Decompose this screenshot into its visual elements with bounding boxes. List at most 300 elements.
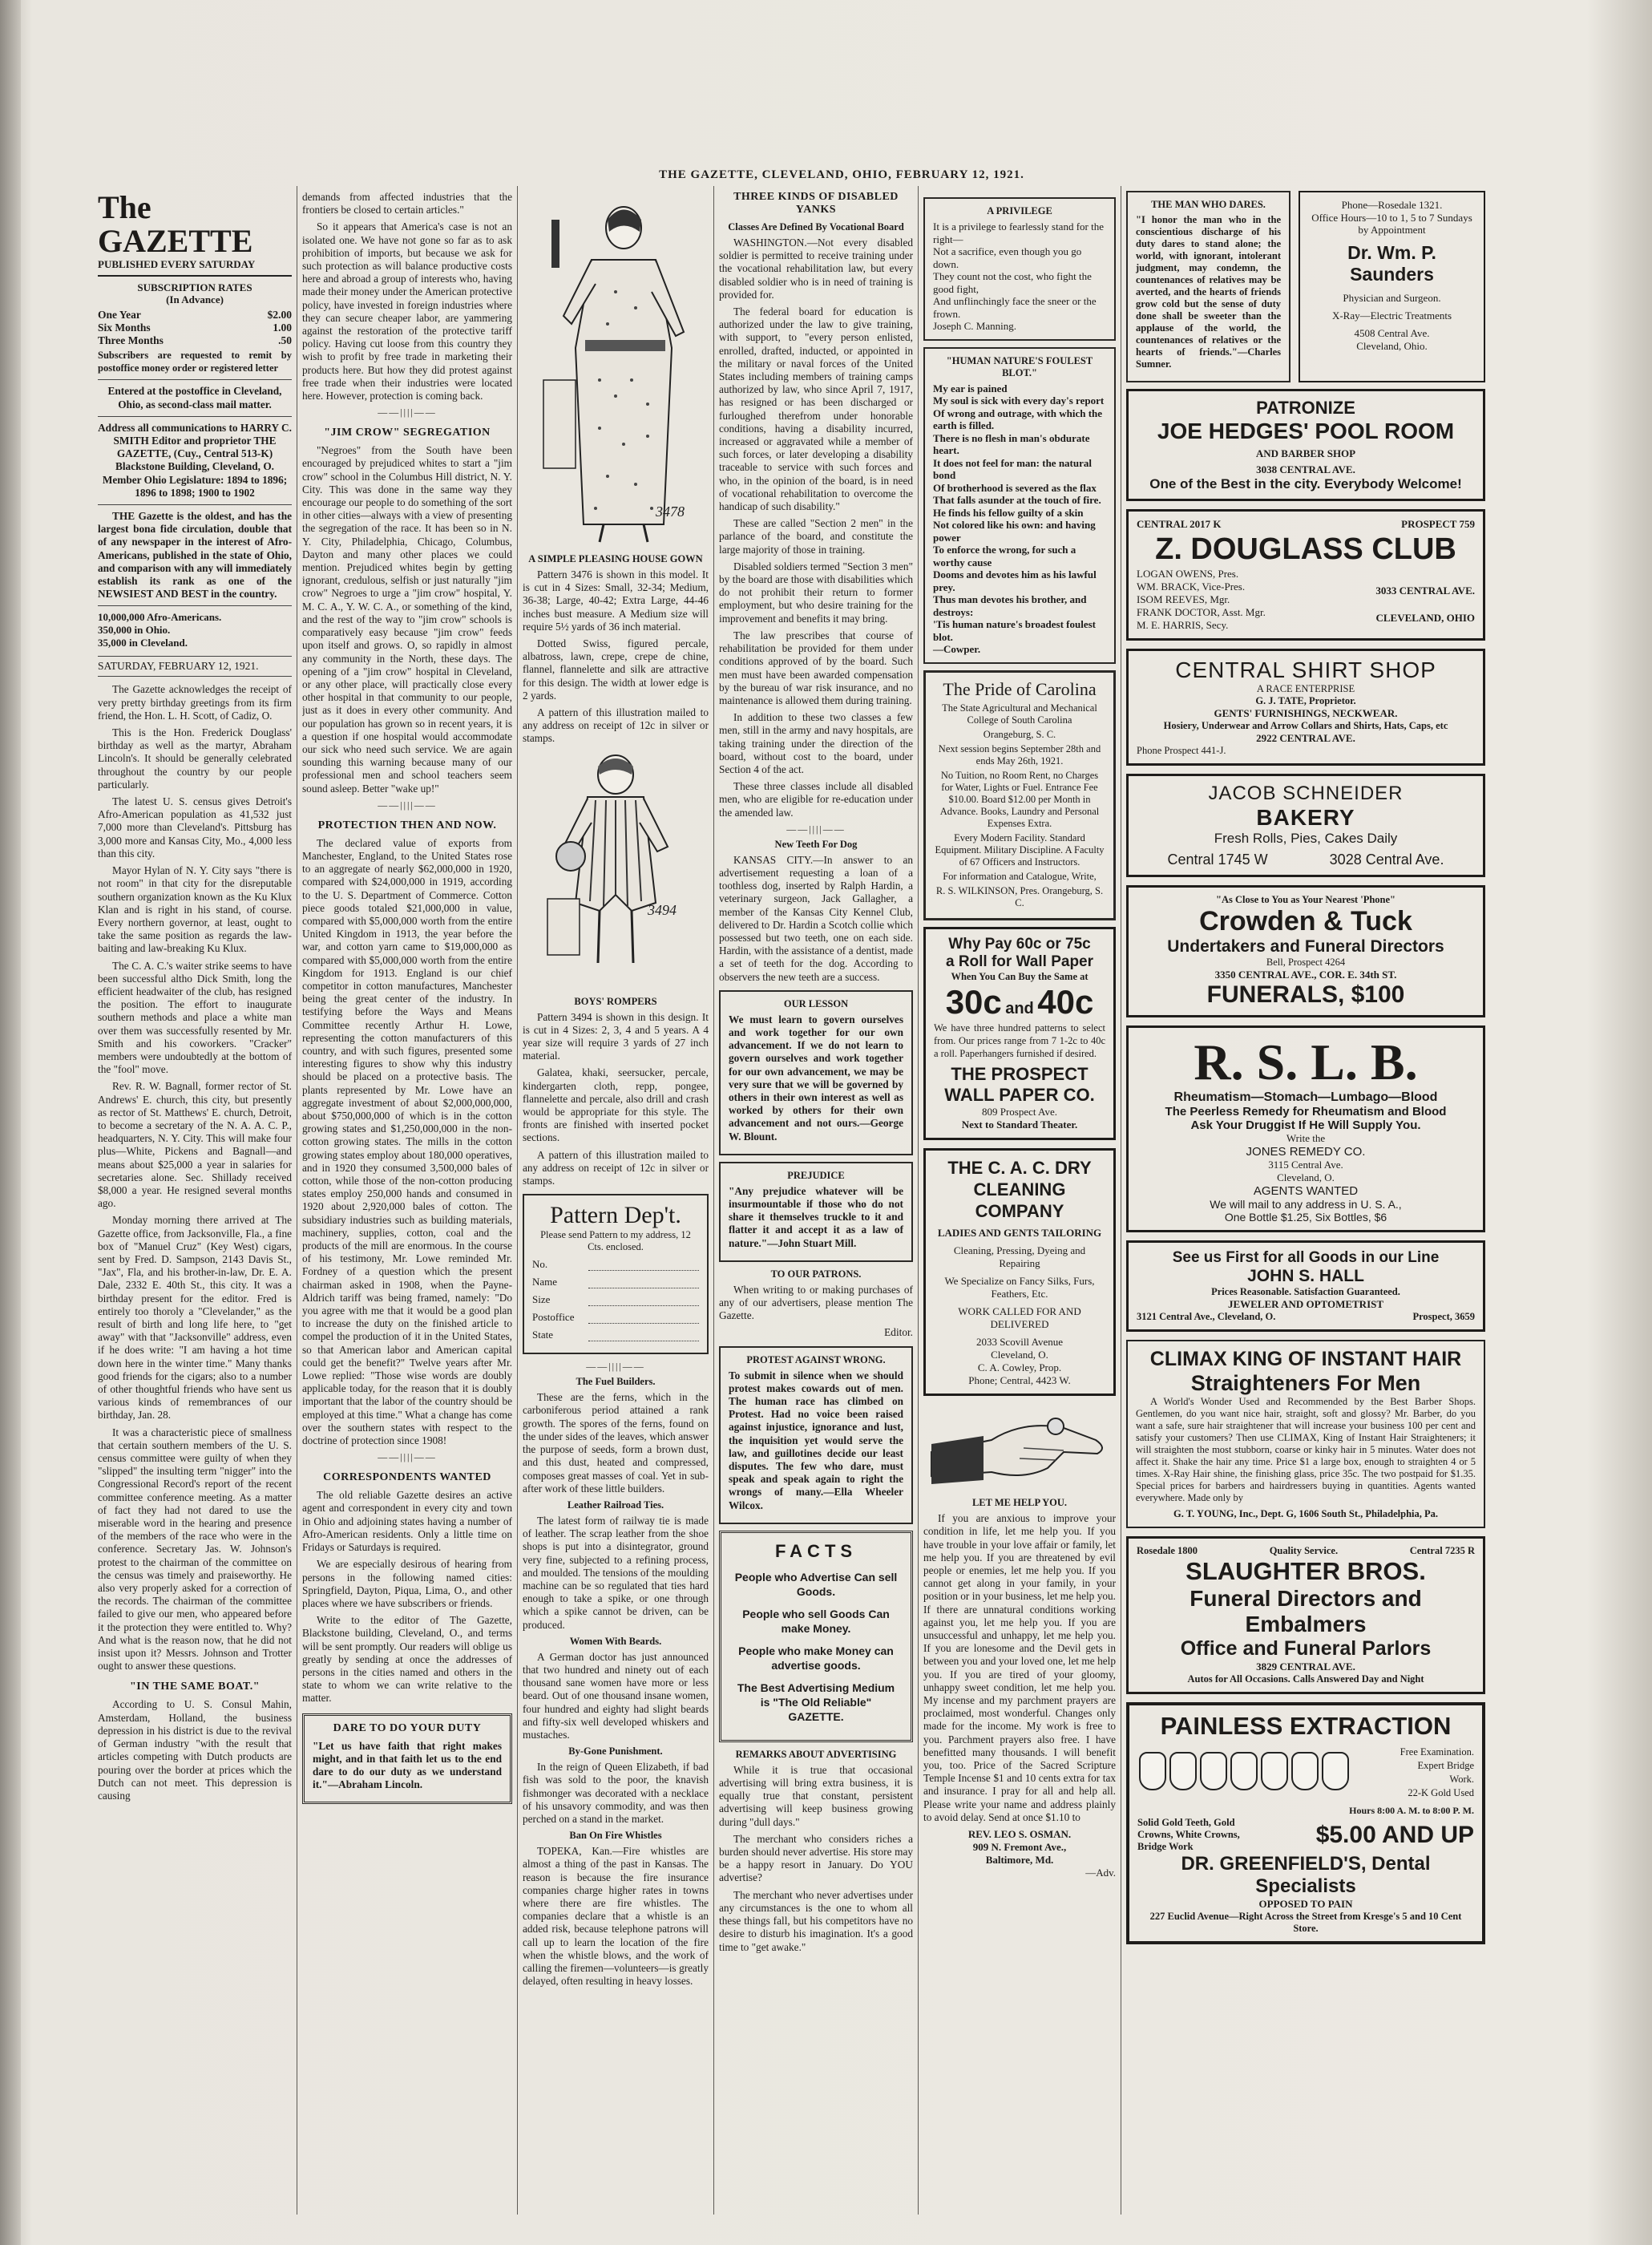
pattern-field[interactable] (532, 1311, 699, 1324)
gazette-title: The GAZETTE (98, 191, 253, 259)
bygone-headline: By-Gone Punishment. (568, 1745, 663, 1758)
tooth-icon (1230, 1752, 1258, 1790)
pattern-sub: Please send Pattern to my address, 12 Cts. enclosed. (540, 1229, 691, 1253)
pool-room-ad (1126, 389, 1485, 501)
shirt-l2: Hosiery, Underwear and Arrow Collars and Shirts, Hats, Caps, etc (1163, 720, 1448, 731)
dr-name: Dr. Wm. P. Saunders (1347, 242, 1436, 285)
rslb-l3: Ask Your Druggist If He Will Supply You. (1190, 1118, 1421, 1132)
slaughter-l3: Office and Funeral Parlors (1180, 1637, 1432, 1660)
fig2-number: 3494 (648, 901, 677, 918)
ties-headline: Leather Railroad Ties. (567, 1499, 664, 1511)
column-rule (517, 186, 518, 2215)
hall-l4: JEWELER AND OPTOMETRIST (1227, 1298, 1384, 1310)
privilege-box (923, 197, 1116, 341)
rslb-l10: One Bottle $1.25, Six Bottles, $6 (1224, 1211, 1387, 1224)
pattern-field-blank[interactable] (588, 1329, 699, 1341)
tanks-paragraph: Disabled soldiers termed "Section 3 men" by the board are those with disabilities which do not prohibit their return to former employment, but who desire training for the improvement and benefits it may bring. (719, 560, 913, 625)
rslb-l7: Cleveland, O. (1277, 1171, 1335, 1183)
club-phone1: CENTRAL 2017 K (1137, 518, 1222, 530)
separator: ——||||—— (378, 799, 437, 811)
bakery-ad (1126, 774, 1485, 877)
pattern-field[interactable] (532, 1276, 699, 1288)
subs-sub: (In Advance) (166, 293, 224, 305)
fig1-paragraph: Pattern 3476 is shown in this model. It is cut in 4 Sizes: Small, 32-34; Medium, 36-38; Large, 40-42; Extra Large, 44-46 inches bust measure. A Medium size will require 5½ yards of 36 inch material. (523, 568, 709, 633)
cac-addr1: 2033 Scovill Avenue (975, 1336, 1064, 1349)
wallpaper-ad (923, 927, 1116, 1141)
pattern-field-blank[interactable] (588, 1258, 699, 1271)
protection-paragraphs (302, 837, 512, 1448)
blot-line: 'Tis human nature's broadest foulest blot. (933, 618, 1096, 643)
saunders-ad (1299, 191, 1485, 382)
slaughter-phone1: Rosedale 1800 (1137, 1545, 1198, 1556)
blot-line: My soul is sick with every day's report (933, 394, 1105, 407)
blot-line: Dooms and devotes him as his lawful prey. (933, 568, 1097, 593)
carolina-line: Next session begins September 28th and ends May 26th, 1921. (938, 742, 1101, 767)
help-sign2: 909 N. Fremont Ave., (972, 1840, 1067, 1853)
cac-l1: Cleaning, Pressing, Dyeing and Repairing (953, 1244, 1086, 1270)
pool-l4: 3038 CENTRAL AVE. (1256, 463, 1355, 475)
entered-note: Entered at the postoffice in Cleveland, Ohio, as second-class mail matter. (107, 385, 282, 411)
patrons-sign: Editor. (884, 1326, 913, 1339)
carolina-line: Orangeburg, S. C. (983, 728, 1056, 740)
shirt-shop-ad (1126, 649, 1485, 766)
blot-headline: "HUMAN NATURE'S FOULEST BLOT." (946, 354, 1093, 378)
cac-phone: Phone; Central, 4423 W. (968, 1374, 1071, 1387)
separator: ——||||—— (786, 823, 846, 835)
correspondents-paragraph: Write to the editor of The Gazette, Blackstone building, Cleveland, O., and terms will be sent promptly. Our readers will oblige us greatly by sending at once the addresses of persons in the cities named and others in the state to whom we can write relative to the matter. (302, 1614, 512, 1705)
club-officer: ISOM REEVES, Mgr. (1137, 593, 1230, 605)
pattern-field[interactable] (532, 1293, 699, 1306)
tooth-icon (1322, 1752, 1349, 1790)
blot-line: To enforce the wrong, for such a worthy cause (933, 544, 1076, 568)
shirt-name: CENTRAL SHIRT SHOP (1175, 657, 1436, 682)
fig2-paragraph: Pattern 3494 is shown in this design. It is cut in 4 Sizes: 2, 3, 4 and 5 years. A 4 year size will require 3 yards of 27 inch material. (523, 1010, 709, 1062)
same-boat-headline: "IN THE SAME BOAT." (130, 1681, 260, 1693)
editorial-paragraph: The Gazette acknowledges the receipt of very pretty birthday greetings from its firm friend, the Hon. L. H. Scott, of Cadiz, O. (98, 683, 292, 722)
wallpaper-line1: Why Pay 60c or 75c (948, 935, 1091, 953)
privilege-line: They count not the cost, who fight the good fight, (933, 270, 1092, 295)
dr-hours: Office Hours—10 to 1, 5 to 7 Sundays by Appointment (1311, 212, 1472, 236)
whistles-text: TOPEKA, Kan.—Fire whistles are almost a thing of the past in Kansas. The reason is because the fire insurance companies charge higher rates in towns where there are fire whistles. The companies declare that a whistle is an added risk, because telephone patrons will call up to learn the location of the fire when the whistle blows, and the work of calling the firemen—volunteers—is greatly delayed, often resulting in heavy losses. (523, 1845, 709, 1988)
fig1-paragraph: Dotted Swiss, figured percale, albatross, lawn, crepe, crepe de chine, flannel, flannelette and silk are attractive for this design. The width at lower edge is 2 yards. (523, 637, 709, 702)
beards-text: A German doctor has just announced that two hundred and ninety out of each thousand sane women have more or less beard. Out of one thousand insane women, four hundred and eighty had slight beards and fifty-six well developed whiskers and mustaches. (523, 1650, 709, 1741)
tanks-paragraph: These are called "Section 2 men" in the parlance of the board, and constitute the large majority of those in training. (719, 517, 913, 556)
fig2-title: BOYS' ROMPERS (574, 995, 657, 1007)
tooth-icon (1261, 1752, 1288, 1790)
house-gown-illustration (535, 196, 696, 548)
tooth-icon (1291, 1752, 1319, 1790)
blot-line: That falls asunder at the touch of fire. (933, 494, 1101, 506)
remit-note: Subscribers are requested to remit by postoffice money order or registered letter (98, 350, 292, 374)
dares-text: "I honor the man who in the conscientious discharge of his duty dares to stand alone; the world, with ignorant, intolerant judgment, may condemn, the countenances of relatives may be averted, and the hearts of friends grow cold but the sense of duty done shall be sweeter than the applause of the world, the countenances of relatives or the hearts of friends."—Charles Sumner. (1136, 214, 1281, 370)
painless-opp: OPPOSED TO PAIN (1258, 1898, 1353, 1910)
tanks-subhead: Classes Are Defined By Vocational Board (728, 221, 904, 233)
col2-lead: demands from affected industries that the frontiers be closed to certain articles." (302, 191, 512, 216)
club-officer: WM. BRACK, Vice-Pres. (1137, 580, 1246, 593)
pattern-field-blank[interactable] (588, 1311, 699, 1324)
blot-line: There is no flesh in man's obdurate heart. (933, 431, 1090, 456)
population-line: 10,000,000 Afro-Americans. (98, 611, 222, 624)
editorial-paragraph: Mayor Hylan of N. Y. City says "there is not room" in that city for the disreputable southern organization known as the Ku Klux Klan and is right in his stand, of course. Every northern governor, at least, ought to take the same position as regards the law-baiting and law-breaking Ku Klux. (98, 864, 292, 955)
teeth-text: KANSAS CITY.—In answer to an advertisement requesting a loan of a toothless dog, inserted by Ralph Hardin, a veterinary surgeon, Jack Gallagher, a member of the Kansas City Kennel Club, delivered to Dr. Hardin a Scotch collie which possessed but two teeth, one on each side. Hardin, with the assistance of a dentist, made a set of teeth for the dog. According to observers the new teeth are a success. (719, 853, 913, 983)
pattern-field[interactable] (532, 1258, 699, 1271)
painless-free: Free Examination. (1400, 1746, 1474, 1758)
shirt-l3: 2922 CENTRAL AVE. (1256, 732, 1355, 744)
pattern-field-label: Size (532, 1293, 551, 1306)
wallpaper-next: Next to Standard Theater. (961, 1118, 1078, 1131)
fig2-paragraph: Galatea, khaki, seersucker, percale, kindergarten cloth, repp, pongee, flannelette and percale, also drill and crash would be appropriate for this style. The fronts are finished with inserted pocket sections. (523, 1066, 709, 1144)
pattern-field-label: No. (532, 1258, 548, 1271)
rate-price: $2.00 (267, 309, 292, 321)
published-line: PUBLISHED EVERY SATURDAY (98, 258, 256, 270)
jim-crow-headline: "JIM CROW" SEGREGATION (324, 427, 491, 439)
club-officers (1137, 568, 1266, 632)
editorial-paragraph: Monday morning there arrived at The Gazette office, from Jacksonville, Fla., a fine box of "Manuel Cruz" (Key West) cigars, sent by Fred. D. Sampson, 2143 Davis St., "Jax", Fla, and his brother-in-law, Dr. E. A. Dale, 2332 E. 40th St., this city. It was a birthday present for the editor. Fred is entirely too thoroly a "Clevelander," as the result of birth and long life here, to "get away" with that "Jacksonville" address, even if he does write: "I am having a hot time down here in the winter time." Many thanks good friends for the cigars; also to a number of other thoughtful friends who have sent us various kinds of remembrances of our birthday, Jan. 28. (98, 1214, 292, 1422)
rate-row (98, 309, 292, 322)
slaughter-ad (1126, 1536, 1485, 1694)
fig1-text (523, 568, 709, 746)
crowden-tag: "As Close to You as Your Nearest 'Phone" (1216, 894, 1396, 905)
cac-l3: WORK CALLED FOR AND DELIVERED (958, 1305, 1081, 1331)
blot-line: Not colored like his own: and having power (933, 519, 1096, 544)
shirt-l1: GENTS' FURNISHINGS, NECKWEAR. (1214, 707, 1398, 719)
pattern-fields[interactable] (532, 1258, 699, 1341)
rate-table (98, 309, 292, 347)
fact-item: People who Advertise Can sell Goods. (734, 1570, 898, 1598)
page-binding-edge (0, 0, 21, 2245)
wrong-headline: PROTEST AGAINST WRONG. (746, 1353, 886, 1365)
correspondents-paragraph: The old reliable Gazette desires an active agent and correspondent in every city and town in Ohio and adjoining states having a number of Afro-American residents. Only a little time on Fridays or Saturdays is required. (302, 1489, 512, 1554)
lesson-text: We must learn to govern ourselves and work together for our own advancement. If we do not learn to govern ourselves and work together for our own advancement, we may be very sure that we will be governed by others in their own interest as well as worked by others for their own advancement and not ours.—George W. Blount. (729, 1013, 903, 1143)
rslb-l4: Write the (1286, 1132, 1326, 1144)
tooth-icon (1169, 1752, 1197, 1790)
fig1-title: A SIMPLE PLEASING HOUSE GOWN (528, 553, 703, 564)
tanks-paragraph: The law prescribes that course of rehabilitation be provided for them under conditions approved of by the board. Such men must have been awarded compensation by the bureau of war risk insurance, and no maintenance is allowed them during training. (719, 629, 913, 706)
club-officer: FRANK DOCTOR, Asst. Mgr. (1137, 606, 1266, 618)
facts-box (719, 1531, 913, 1742)
fact-item: People who make Money can advertise goods. (738, 1644, 894, 1672)
fuel-text: These are the ferns, which in the carboniferous period attained a rank growth. The spores of the ferns, found on the under sides of the leaves, which answer the purpose of seeds, form a brown dust, and this dust, heated and compressed, composes great masses of coal. Yet in sub-after work of these little builders. (523, 1391, 709, 1495)
duty-text: "Let us have faith that right makes might, and in that faith let us to the end dare to do our duty as we understand it."—Abraham Lincoln. (313, 1739, 502, 1791)
facts-headline: FACTS (774, 1540, 858, 1561)
carolina-heading: The Pride of Carolina (943, 678, 1097, 699)
dr-addr1: 4508 Central Ave. (1354, 327, 1430, 339)
fuel-headline: The Fuel Builders. (576, 1376, 656, 1388)
fig1-paragraph: A pattern of this illustration mailed to any address on receipt of 12c in silver or stamps. (523, 706, 709, 745)
privilege-line: And unflinchingly face the sneer or the frown. (933, 295, 1097, 320)
boys-rompers-illustration (535, 750, 696, 991)
rslb-l8: AGENTS WANTED (1253, 1184, 1359, 1198)
crowden-price: FUNERALS, $100 (1206, 981, 1405, 1008)
wallpaper-addr: 809 Prospect Ave. (982, 1106, 1057, 1118)
prejudice-text: "Any prejudice whatever will be insurmountable if those who do not share it themselves truckle to it and flatter it and accept it as a law of nature."—John Stuart Mill. (729, 1184, 903, 1249)
editorial-paragraph: It was a characteristic piece of smallness that certain southern members of the U. S. census committee were guilty of when they "slipped" the insulting term "nigger" into the Congressional Record's report of the recent committee conference meeting. As a matter of fact they had not dared to use the miserable word in the hearing and presence of the members of the race who were in the conference. Secretary Jas. W. Johnson's protest to the chairman of the committee on the census was timely and praiseworthy. He also very properly asked for a correction of the records. The chairman of the committee failed to give our men, who appeared before it the protection they were entitled to. Why? And what is the reason now, that he did not insist upon it? Messrs. Johnson and Trotter ought to answer these questions. (98, 1426, 292, 1673)
painless-head: PAINLESS EXTRACTION (1160, 1712, 1452, 1740)
club-officer: M. E. HARRIS, Secy. (1137, 619, 1229, 631)
bakery-l3: Fresh Rolls, Pies, Cakes Daily (1214, 831, 1398, 846)
pattern-field-label: Postoffice (532, 1311, 575, 1324)
painless-extraction-ad (1126, 1702, 1485, 1944)
page-masthead: THE GAZETTE, CLEVELAND, OHIO, FEBRUARY 12, 1921. (659, 168, 1024, 181)
cac-prop: C. A. Cowley, Prop. (977, 1361, 1062, 1374)
carolina-line: The State Agricultural and Mechanical College of South Carolina (942, 702, 1097, 726)
prejudice-headline: PREJUDICE (787, 1169, 845, 1181)
tanks-paragraph: WASHINGTON.—Not every disabled soldier is permitted to receive training under the vocational rehabilitation law, but every disabled soldier who is in need of training is provided for. (719, 237, 913, 301)
jim-crow-paragraphs (302, 444, 512, 795)
wallpaper-company: THE PROSPECT WALL PAPER CO. (944, 1064, 1095, 1106)
club-officer: LOGAN OWENS, Pres. (1137, 568, 1239, 580)
dr-title: Physician and Surgeon. (1343, 292, 1441, 304)
carolina-ad (923, 670, 1116, 920)
privilege-line: Not a sacrifice, even though you go down. (933, 245, 1082, 270)
dares-box (1126, 191, 1290, 382)
editorial-paragraph: The C. A. C.'s waiter strike seems to have been successful altho Dick Smith, long the efficient headwaiter of the club, has resigned the position. The effort to inaugurate southern methods and place a white man over them was successfully resented by Mr. Smith and his coworkers. "Cracker" members were undoubtedly at the bottom of the "fool" move. (98, 959, 292, 1076)
editorial-paragraphs (98, 683, 292, 1673)
wrong-box (719, 1346, 913, 1524)
carolina-line: For information and Catalogue, Write, (943, 870, 1097, 882)
tanks-paragraphs (719, 237, 913, 819)
rslb-ad (1126, 1025, 1485, 1232)
crowden-tuck-ad (1126, 885, 1485, 1017)
blot-poem (933, 382, 1106, 656)
separator: ——||||—— (378, 1451, 437, 1463)
dr-phone: Phone—Rosedale 1321. (1341, 199, 1443, 211)
tariff-paragraphs (302, 220, 512, 402)
correspondents-paragraphs (302, 1489, 512, 1705)
ties-text: The latest form of railway tie is made of leather. The scrap leather from the shoe shops is put into a disintegrator, ground very fine, subjected to a refining process, and moulded. The tensions of the moulding machine can be so regulated that ties hard enough to take a spike, or one through which a spike cannot be driven, can be produced. (523, 1514, 709, 1631)
column-6 (1126, 191, 1485, 2211)
bakery-l1: JACOB SCHNEIDER (1208, 783, 1404, 804)
column-5 (923, 191, 1116, 2211)
remarks-paragraphs (719, 1764, 913, 1954)
tariff-paragraph: So it appears that America's case is not an isolated one. We have not gone so far as to ask prohibition of imports, but because we ask for such protection as will balance productive costs here and abroad a group of interests who, having made their money under the American protective policy, have invested in foreign industries where they can secure cheaper labor, are yammering against the restoration of the protective tariff policy. Having cut loose from this country they wish to profit by free trade in marketing their products here. But how they did protest against free trade when their industries were located here. However, protection is coming back. (302, 220, 512, 402)
blot-line: Of brotherhood is severed as the flax (933, 481, 1097, 494)
fact-item: People who sell Goods Can make Money. (742, 1607, 890, 1635)
painless-hours: Hours 8:00 A. M. to 8:00 P. M. (1349, 1805, 1474, 1816)
climax-body: A World's Wonder Used and Recommended by the Best Barber Shops. Gentlemen, do you want nice hair, straight, soft and glossy? Mr. Barber, do you want a safe, sure hair straightener that will increase your business 100 per cent and satisfy your customers? Then use CLIMAX, King of Instant Hair Straighteners; it will straighten the most stubborn, coarse or kinky hair in 5 minutes. Water does not affect it. Shake the hair any time. Price $1 a large box, enough to straighten 4 or 5 times. X-Ray Hair shine, the finishing glass, price 35c. The two postpaid for $1.35. Special prices for barbers and hairdressers buying in quantities. Agents wanted everywhere. Made only by (1136, 1396, 1476, 1503)
population-line: 35,000 in Cleveland. (98, 637, 188, 649)
shirt-prop: G. J. TATE, Proprietor. (1255, 695, 1356, 706)
patrons-text: When writing to or making purchases of any of our advertisers, please mention The Gazette. (719, 1283, 913, 1322)
fig2-paragraph: A pattern of this illustration mailed to any address on receipt of 12c in silver or stamps. (523, 1148, 709, 1187)
carolina-line: Every Modern Facility. Standard Equipment. Military Discipline. A Faculty of 67 Officers and Instructors. (935, 831, 1105, 868)
rate-price: 1.00 (273, 322, 292, 334)
climax-maker: G. T. YOUNG, Inc., Dept. G, 1606 South St., Philadelphia, Pa. (1173, 1508, 1439, 1519)
correspondents-paragraph: We are especially desirous of hearing from persons in the following named cities: Springfield, Dayton, Piqua, Lima, O., and other places where we have subscribers or friends. (302, 1558, 512, 1609)
hall-l3: Prices Reasonable. Satisfaction Guaranteed. (1211, 1286, 1400, 1297)
helping-hand-illustration (927, 1404, 1112, 1492)
tooth-icon (1139, 1752, 1166, 1790)
blot-line: My ear is pained (933, 382, 1008, 394)
separator: ——||||—— (586, 1361, 645, 1373)
duty-headline: DARE TO DO YOUR DUTY (333, 1721, 482, 1734)
crowden-name: Crowden & Tuck (1199, 906, 1412, 936)
rslb-l9: We will mail to any address in U. S. A., (1210, 1198, 1402, 1211)
separator: ——||||—— (378, 407, 437, 419)
oldest-note: THE Gazette is the oldest, and has the largest bona fide circulation, double that of any newspaper in the interest of Afro-Americans, published in the state of Ohio, and comparison with any will immediately establish its rank as one of the NEWSIEST AND BEST in the country. (98, 510, 292, 601)
slaughter-l4: Autos for All Occasions. Calls Answered Day and Night (1187, 1673, 1424, 1685)
cac-ad (923, 1148, 1116, 1396)
club-name: Z. DOUGLASS CLUB (1155, 532, 1456, 566)
blot-line: It does not feel for man: the natural bond (933, 456, 1092, 481)
beards-headline: Women With Beards. (569, 1635, 662, 1647)
slaughter-l1: SLAUGHTER BROS. (1185, 1557, 1426, 1585)
slaughter-addr: 3829 CENTRAL AVE. (1256, 1660, 1355, 1673)
tanks-paragraph: In addition to these two classes a few men, still in the army and navy hospitals, are taking training under the direction of the board, without cost to the board, under Section 4 of the act. (719, 711, 913, 775)
hall-phone: Prospect, 3659 (1412, 1311, 1475, 1322)
pattern-heading: Pattern Dep't. (550, 1202, 681, 1229)
help-sign3: Baltimore, Md. (985, 1853, 1054, 1866)
dr-addr2: Cleveland, Ohio. (1356, 340, 1428, 352)
protection-paragraph: The declared value of exports from Manchester, England, to the United States rose to an aggregate of nearly $62,000,000 in 1920, compared with $24,000,000 in 1919, according to the U. S. Department of Commerce. Cotton piece goods totaled $21,000,000 in value, compared with $5,000,000 worth from the entire United Kingdom in 1913, the year before the war, and cotton yarn came to $19,000,000 as compared with $5,000,000 worth from the entire Kingdom for 1913. England is our chief competitor in cotton manufactures, Manchester being the great center of the industry. In testifying before the Ways and Means Committee recently Arthur H. Lowe, representing the cotton manufacturers of this country, and with such figures, presented some interesting figures to show why this industry should be placed on a protective basis. The plants represented by Mr. Lowe have an aggregate investment of about $2,000,000,000, about $750,000,000 of which is in the cotton growing states and $1,250,000,000 in the non-cotton growing states. The mills in the cotton growing states employ about 180,000 operatives, and in 1920 they consumed 3,500,000 bales of cotton, while those of the non-cotton producing states employ 250,000 hands and consumed in 1920 about 2,920,000 bales of cotton. The subsidiary industries such as building materials, machinery, supplies, cotton, coal and the products of the mill are enormous. In the course of his testimony, Mr. Lowe reminded Mr. Fordney of a question which the present chairman asked in 1908, when the Payne-Aldrich tariff was being framed, namely: "Do you agree with me that it would be a good plan to increase the duty on the finished article to compel the production of it in the United States, so that American labor and American capital could get the benefit?" Twelve years after Mr. Lowe replied: "Those wise words are doubly applicable today, for the reason that it is doubly important that the labor of the country should be employed at this time." What a change has come over the southern states with respect to the doctrine of protection since 1908! (302, 836, 512, 1447)
carolina-line: No Tuition, no Room Rent, no Charges for Water, Lights or Fuel. Entrance Fee $10.00. Board $12.00 per Month in Advance. Books, Laundry and Personal Expenses Extra. (939, 769, 1100, 829)
privilege-line: It is a privilege to fearlessly stand for the right— (933, 220, 1104, 245)
remarks-paragraph: While it is true that occasional advertising will bring extra business, it is equally true that constant, persistent advertising will keep business growing during "dull days." (719, 1763, 913, 1828)
painless-price: $5.00 AND UP (1315, 1821, 1474, 1848)
bakery-l2: BAKERY (1256, 805, 1355, 830)
fig1-number: 3478 (656, 504, 685, 520)
remarks-paragraph: The merchant who considers riches a burden should never advertise. His store may be a happy resort in January. Do YOU advertise? (719, 1832, 913, 1884)
column-1 (98, 191, 292, 2211)
pattern-coupon (523, 1194, 709, 1354)
rate-price: .50 (278, 334, 292, 346)
pattern-field[interactable] (532, 1329, 699, 1341)
fig2-text (523, 1011, 709, 1188)
tanks-paragraph: These three classes include all disabled men, who are eligible for re-education under the amended law. (719, 780, 913, 819)
wallpaper-line2: a Roll for Wall Paper (945, 953, 1094, 970)
population-list (98, 611, 292, 649)
correspondents-headline: CORRESPONDENTS WANTED (323, 1471, 491, 1484)
editorial-paragraph: The latest U. S. census gives Detroit's Afro-American population as 41,532 just 7,000 more than Cleveland's. Pittsburg has 3,000 more and Kansas City, Mo., 4,000 less than this city. (98, 795, 292, 860)
shirt-sub: A RACE ENTERPRISE (1256, 683, 1355, 694)
crowden-phone: Bell, Prospect 4264 (1266, 957, 1346, 968)
help-text: If you are anxious to improve your condition in life, let me help you. If you have trouble in your love affair or family, let me help you. If you are threatened by evil people or enemies, let me help you. If you cannot get along in your family, in your position or in your business, let me help you. If there are unnatural conditions working against you, let me help you. If you are unsuccessful and unhappy, let me help you. If you are lonesome and the Devil gets in between you and your loved one, let me help you. If you are tired of your gloomy, unhappy sweet condition, let me help you. My incense and my parchment prayers are proclaimed, most wonderful. Changes only made for the income. My work is free to you. Parchment prayers also free. I have benefitted many thousands. I will benefit you, too. Price of the Sacred Scripture Temple Incense $1 and 10 cents extra for tax and insurance. I pray for all and help all. Please write your name and address plainly to avoid delay. Send at once $1.10 to (923, 1512, 1116, 1823)
column-4 (719, 191, 913, 2211)
protection-headline: PROTECTION THEN AND NOW. (317, 819, 497, 831)
pool-l1: PATRONIZE (1256, 398, 1355, 418)
column-rule (918, 186, 919, 2215)
privilege-poem (933, 220, 1106, 333)
address-block: Address all communications to HARRY C. SMITH Editor and proprietor THE GAZETTE, (Cuy., Central 513-K) Blackstone Building, Cleveland, O. Member Ohio Legislature: 1894 to 1896; 1896 to 1898; 1900 to 1902 (98, 421, 292, 499)
duty-box (302, 1713, 512, 1805)
rate-row (98, 322, 292, 334)
rslb-name: R. S. L. B. (1194, 1034, 1418, 1090)
tanks-paragraph: The federal board for education is authorized under the law to give training, with support, to "every person enlisted, enrolled, drafted, inducted, or appointed in the military or naval forces of the United States including members of training camps authorized by law, who since April 7, 1917, has resigned or has been discharged or furloughed therefrom under honorable conditions, having a disability incurred, increased or aggravated while a member of such forces, or later developing a disability traceable to service with such forces and who, in the opinion of the board, is in need of vocational rehabilitation to overcome the handicap of such disability." (719, 305, 913, 513)
painless-name: DR. GREENFIELD'S, Dental Specialists (1181, 1853, 1431, 1897)
population-line: 350,000 in Ohio. (98, 624, 171, 637)
pattern-field-blank[interactable] (588, 1276, 699, 1288)
rslb-l1: Rheumatism—Stomach—Lumbago—Blood (1173, 1090, 1438, 1104)
bakery-addr: 3028 Central Ave. (1329, 851, 1444, 868)
pool-l5: One of the Best in the city. Everybody Welcome! (1149, 476, 1462, 491)
bakery-phone: Central 1745 W (1167, 851, 1268, 868)
tooth-icon (1200, 1752, 1227, 1790)
fact-item: The Best Advertising Medium is "The Old Reliable" GAZETTE. (737, 1681, 895, 1723)
privilege-headline: A PRIVILEGE (987, 205, 1052, 216)
douglass-club-ad (1126, 509, 1485, 641)
rate-label: Three Months (98, 334, 164, 346)
slaughter-phone2: Central 7235 R (1409, 1545, 1475, 1556)
rate-label: One Year (98, 309, 141, 321)
rate-label: Six Months (98, 322, 151, 334)
wallpaper-line3: When You Can Buy the Same at (951, 970, 1089, 982)
column-2 (302, 191, 512, 2211)
club-addr1: 3033 CENTRAL AVE. (1375, 585, 1475, 597)
wrong-text: To submit in silence when we should protest makes cowards out of men. The human race has climbed on Protest. Had no voice been raised against injustice, ignorance and lust, the inquisition yet would serve the law, and guillotines decide our least disputes. The few who dare, must speak and speak again to right the wrongs of many.—Ella Wheeler Wilcox. (729, 1369, 903, 1511)
blot-line: Of wrong and outrage, with which the earth is filled. (933, 407, 1103, 431)
climax-ad (1126, 1340, 1485, 1528)
hall-l2: JOHN S. HALL (1247, 1267, 1364, 1285)
help-headline: LET ME HELP YOU. (971, 1497, 1068, 1509)
cac-name: THE C. A. C. DRY CLEANING COMPANY (947, 1158, 1092, 1222)
prejudice-box (719, 1162, 913, 1262)
crowden-sub: Undertakers and Funeral Directors (1167, 937, 1444, 956)
wallpaper-price2: 40c (1037, 982, 1094, 1021)
bygone-text: In the reign of Queen Elizabeth, if bad fish was sold to the poor, the knavish fishmonger was decorated with a necklace of his unsavory commodity, and was then perched on a stand in the market. (523, 1761, 709, 1825)
cac-addr2: Cleveland, O. (991, 1349, 1048, 1361)
pattern-field-label: State (532, 1329, 553, 1341)
same-boat-text: According to U. S. Consul Mahin, Amsterdam, Holland, the business depression in his district is due to the revival of German industry "with the result that articles competing with Dutch products are pouring over the border at prices which the Dutch can not meet. This depression is causing (98, 1698, 292, 1802)
lesson-headline: OUR LESSON (783, 997, 849, 1009)
club-addr2: CLEVELAND, OHIO (1375, 612, 1475, 624)
cac-l2: We Specialize on Fancy Silks, Furs, Feathers, Etc. (944, 1275, 1095, 1300)
pattern-field-label: Name (532, 1276, 558, 1288)
climax-l1: CLIMAX KING OF INSTANT HAIR (1149, 1348, 1462, 1370)
dateline: SATURDAY, FEBRUARY 12, 1921. (98, 660, 259, 673)
teeth-headline: New Teeth For Dog (774, 838, 858, 850)
blot-line: He finds his fellow guilty of a skin (933, 506, 1084, 519)
slaughter-tag: Quality Service. (1269, 1545, 1339, 1556)
slaughter-l2: Funeral Directors and Embalmers (1190, 1586, 1422, 1636)
remarks-paragraph: The merchant who never advertises under any circumstances is the one to whom all these things fall, but his competitors have no desire to disturb his imagination. It's a good time to "get awake." (719, 1888, 913, 1953)
help-adv: —Adv. (1085, 1866, 1116, 1879)
wallpaper-and: and (1005, 999, 1034, 1017)
column-3 (523, 191, 709, 2211)
climax-l2: Straighteners For Men (1190, 1371, 1421, 1395)
patrons-headline: TO OUR PATRONS. (770, 1268, 862, 1280)
facts-list (733, 1570, 899, 1724)
hall-l1: See us First for all Goods in our Line (1172, 1249, 1440, 1266)
editorial-paragraph: This is the Hon. Frederick Douglass' birthday as well as the martyr, Abraham Lincoln's. It should be generally celebrated throughout the country by our people particularly. (98, 726, 292, 791)
teeth-illustration (1137, 1752, 1351, 1794)
painless-l1: Solid Gold Teeth, Gold Crowns, White Crowns, Bridge Work (1137, 1817, 1240, 1852)
painless-bridge: Expert Bridge Work. (1417, 1760, 1474, 1785)
lesson-box (719, 990, 913, 1155)
dr-xray: X-Ray—Electric Treatments (1331, 309, 1452, 322)
shirt-l4: Phone Prospect 441-J. (1137, 745, 1226, 756)
crowden-addr: 3350 CENTRAL AVE., COR. E. 34th ST. (1214, 969, 1397, 981)
blot-box (923, 347, 1116, 664)
editorial-paragraph: Rev. R. W. Bagnall, former rector of St. Andrews' E. church, this city, but presently as rector of St. Matthews' E. church, Detroit, to become a secretary of the N. A. A. C. P., headquarters, N. Y. City. This will make four plus—White, Pickens and Bagnall—and means about $25,000 a year in salaries for secretaries alone. Sec. Shillady received $8,000 a year. He resigned several months ago. (98, 1080, 292, 1210)
dares-headline: THE MAN WHO DARES. (1151, 199, 1266, 210)
whistles-headline: Ban On Fire Whistles (569, 1830, 662, 1842)
rslb-l5: JONES REMEDY CO. (1246, 1145, 1366, 1159)
privilege-line: Joseph C. Manning. (933, 320, 1016, 332)
jim-crow-paragraph: "Negroes" from the South have been encouraged by prejudiced whites to start a "jim crow" school in the Columbus Hill district, N. Y. City. This was done in the same way they encourage our people to do something of the sort in other cities—always with a view of presenting the segregation of the race. It has been so in N. Y. City, Philadelphia, Chicago, Columbus, Dayton and many other places we could mention. Prejudiced whites begin by getting ignorant, credulous, selfish or just naturally "jim crow" Negroes to urge a "jim crow" hospital, Y. M. C. A., Y. W. C. A., or something of the kind, and the rest of the way to "jim crow" schools is comparatively easy because "jim crow" feeds upon itself and grows. O, so rapidly in almost any community in the North, these days. The opening of a "jim crow" hospital in Cleveland, or any other place, will practically close every other hospital in that community to our people, just as it does in every other community. And our population has grown so in recent years, it is a question if one hospital would accommodate our sick who need such service. We are again sounding this warning because many of our professional men and school teachers seem sound asleep. Better "wake up!" (302, 444, 512, 795)
rate-row (98, 334, 292, 347)
john-hall-ad (1126, 1240, 1485, 1332)
carolina-text (934, 702, 1105, 909)
help-sign1: REV. LEO S. OSMAN. (967, 1827, 1072, 1840)
club-phone2: PROSPECT 759 (1401, 518, 1475, 530)
column-rule (713, 186, 714, 2215)
tanks-headline: THREE KINDS OF DISABLED YANKS (733, 191, 899, 216)
wallpaper-price1: 30c (945, 982, 1002, 1021)
pool-l3: AND BARBER SHOP (1255, 447, 1356, 459)
painless-addr: 227 Euclid Avenue—Right Across the Street from Kresge's 5 and 10 Cent Store. (1149, 1911, 1462, 1934)
painless-gold: 22-K Gold Used (1408, 1787, 1474, 1798)
pattern-field-blank[interactable] (588, 1293, 699, 1306)
